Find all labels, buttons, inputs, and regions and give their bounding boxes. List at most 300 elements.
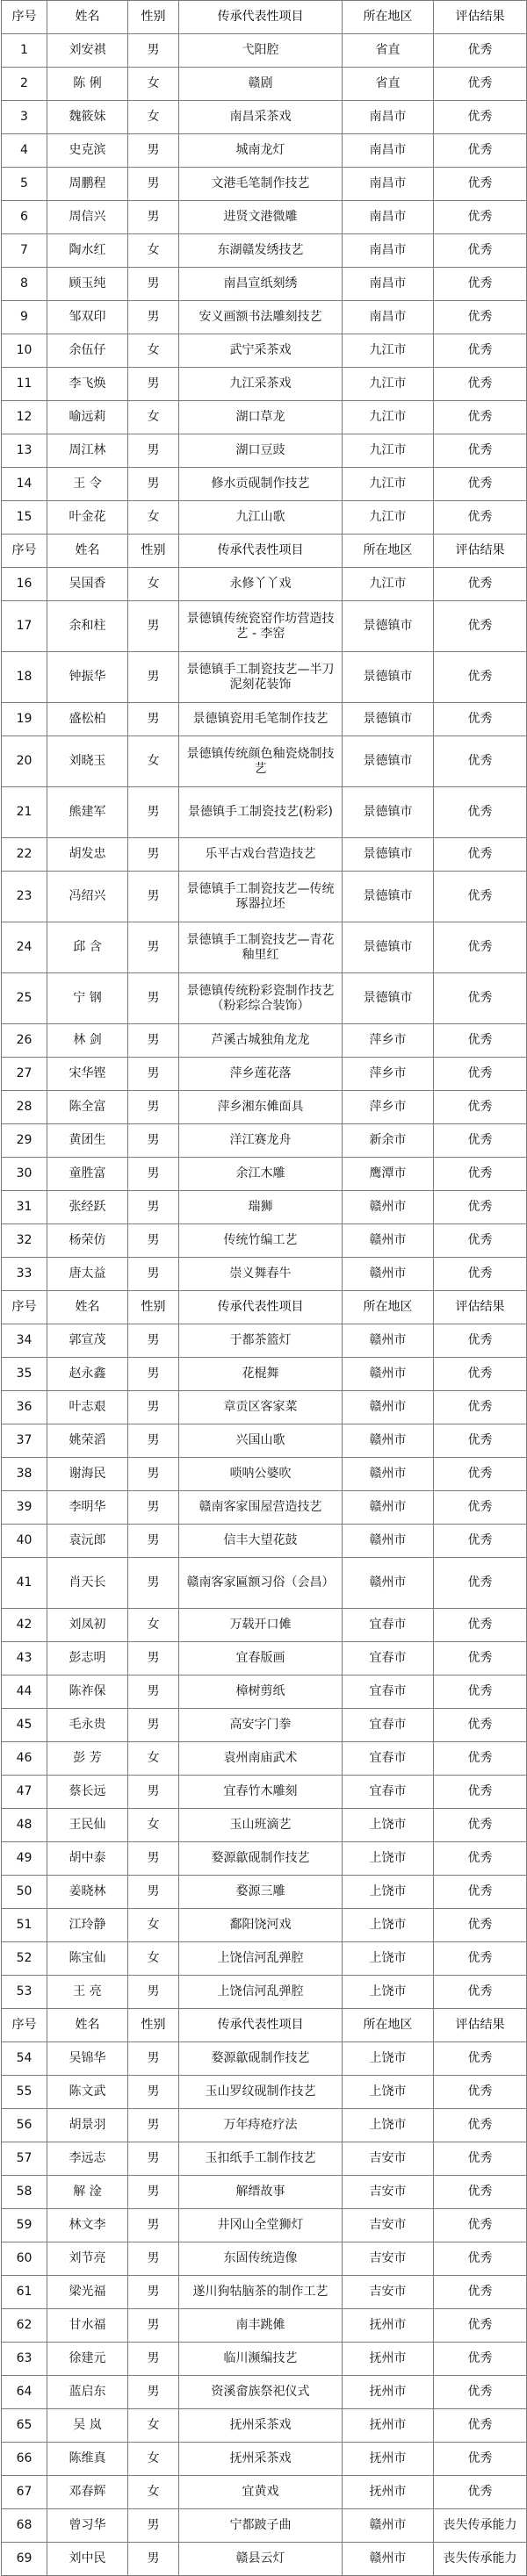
seq-cell: 41 (2, 1558, 47, 1609)
gender-cell: 男 (128, 2343, 179, 2376)
project-cell: 湖口草龙 (179, 401, 343, 434)
gender-cell: 男 (128, 1976, 179, 2009)
result-cell: 优秀 (434, 1776, 527, 1809)
table-row (2, 973, 527, 1024)
result-cell: 优秀 (434, 401, 527, 434)
region-cell: 南昌市 (343, 168, 434, 201)
region-cell: 南昌市 (343, 134, 434, 168)
result-cell: 优秀 (434, 234, 527, 268)
project-cell: 洋江赛龙舟 (179, 1124, 343, 1158)
seq-cell: 47 (2, 1776, 47, 1809)
region-cell: 萍乡市 (343, 1058, 434, 1091)
table-row (2, 703, 527, 736)
region-cell: 上饶市 (343, 1876, 434, 1909)
result-cell: 优秀 (434, 1124, 527, 1158)
gender-cell: 男 (128, 1124, 179, 1158)
gender-cell: 男 (128, 1424, 179, 1458)
region-cell: 抚州市 (343, 2476, 434, 2509)
table-row (2, 301, 527, 334)
region-cell: 抚州市 (343, 2409, 434, 2443)
seq-cell: 24 (2, 922, 47, 973)
gender-cell: 男 (128, 2109, 179, 2142)
project-cell: 景德镇手工制瓷技艺(粉彩) (179, 787, 343, 838)
name-cell: 童胜富 (47, 1158, 128, 1191)
project-cell: 崇义舞春牛 (179, 1258, 343, 1291)
project-cell: 赣南客家围屋营造技艺 (179, 1491, 343, 1525)
gender-cell: 男 (128, 1091, 179, 1124)
seq-cell: 44 (2, 1675, 47, 1709)
region-cell: 抚州市 (343, 2443, 434, 2476)
result-cell: 优秀 (434, 2376, 527, 2409)
region-cell: 抚州市 (343, 2376, 434, 2409)
name-cell: 陈祚保 (47, 1675, 128, 1709)
seq-cell: 69 (2, 2543, 47, 2576)
region-cell: 景德镇市 (343, 838, 434, 872)
seq-cell: 10 (2, 334, 47, 368)
region-cell: 吉安市 (343, 2209, 434, 2242)
result-cell: 优秀 (434, 2476, 527, 2509)
project-cell: 樟树剪纸 (179, 1675, 343, 1709)
project-cell: 萍乡湘东傩面具 (179, 1091, 343, 1124)
name-cell: 叶志艰 (47, 1391, 128, 1424)
result-cell: 优秀 (434, 1976, 527, 2009)
result-cell: 优秀 (434, 134, 527, 168)
project-cell: 余江木雕 (179, 1158, 343, 1191)
result-cell: 优秀 (434, 368, 527, 401)
seq-cell: 48 (2, 1809, 47, 1842)
gender-cell: 男 (128, 134, 179, 168)
header-cell: 序号 (2, 535, 47, 568)
gender-cell: 男 (128, 601, 179, 652)
gender-cell: 男 (128, 1642, 179, 1675)
seq-cell: 22 (2, 838, 47, 872)
seq-cell: 59 (2, 2209, 47, 2242)
region-cell: 省直 (343, 68, 434, 101)
table-row (2, 2509, 527, 2543)
table-row (2, 468, 527, 501)
seq-cell: 36 (2, 1391, 47, 1424)
result-cell: 优秀 (434, 838, 527, 872)
project-cell: 资溪畲族祭祀仪式 (179, 2376, 343, 2409)
table-row (2, 268, 527, 301)
region-cell: 赣州市 (343, 1258, 434, 1291)
result-cell: 优秀 (434, 2443, 527, 2476)
table-row (2, 368, 527, 401)
gender-cell: 女 (128, 1809, 179, 1842)
table-row (2, 1709, 527, 1742)
name-cell: 顾玉纯 (47, 268, 128, 301)
region-cell: 上饶市 (343, 1909, 434, 1942)
region-cell: 赣州市 (343, 1358, 434, 1391)
region-cell: 赣州市 (343, 2543, 434, 2576)
table-row (2, 922, 527, 973)
seq-cell: 51 (2, 1909, 47, 1942)
region-cell: 上饶市 (343, 1809, 434, 1842)
region-cell: 萍乡市 (343, 1091, 434, 1124)
table-row (2, 1842, 527, 1876)
gender-cell: 男 (128, 922, 179, 973)
name-cell: 刘节亮 (47, 2242, 128, 2276)
seq-cell: 5 (2, 168, 47, 201)
seq-cell: 12 (2, 401, 47, 434)
header-cell: 评估结果 (434, 2009, 527, 2042)
table-row (2, 1424, 527, 1458)
seq-cell: 38 (2, 1458, 47, 1491)
result-cell: 优秀 (434, 1909, 527, 1942)
gender-cell: 女 (128, 2443, 179, 2476)
gender-cell: 男 (128, 2042, 179, 2076)
project-cell: 景德镇传统瓷窑作坊营造技艺 - 李窑 (179, 601, 343, 652)
seq-cell: 65 (2, 2409, 47, 2443)
result-cell: 优秀 (434, 2109, 527, 2142)
name-cell: 林 剑 (47, 1024, 128, 1058)
project-cell: 赣南客家匾额习俗（会昌） (179, 1558, 343, 1609)
gender-cell: 男 (128, 973, 179, 1024)
name-cell: 林文李 (47, 2209, 128, 2242)
result-cell: 优秀 (434, 1058, 527, 1091)
seq-cell: 6 (2, 201, 47, 234)
table-row (2, 68, 527, 101)
header-row (2, 1, 527, 34)
result-cell: 优秀 (434, 922, 527, 973)
header-cell: 传承代表性项目 (179, 2009, 343, 2042)
table-row (2, 872, 527, 922)
name-cell: 盛松柏 (47, 703, 128, 736)
region-cell: 吉安市 (343, 2142, 434, 2176)
gender-cell: 女 (128, 401, 179, 434)
project-cell: 上饶信河乱弹腔 (179, 1942, 343, 1976)
region-cell: 吉安市 (343, 2176, 434, 2209)
header-cell: 所在地区 (343, 1, 434, 34)
region-cell: 景德镇市 (343, 973, 434, 1024)
region-cell: 景德镇市 (343, 922, 434, 973)
name-cell: 魏筱妹 (47, 101, 128, 134)
gender-cell: 男 (128, 2076, 179, 2109)
result-cell: 优秀 (434, 2209, 527, 2242)
name-cell: 李明华 (47, 1491, 128, 1525)
header-cell: 姓名 (47, 1291, 128, 1324)
inheritor-evaluation-table (1, 0, 527, 2576)
seq-cell: 68 (2, 2509, 47, 2543)
table-row (2, 1224, 527, 1258)
result-cell: 优秀 (434, 2309, 527, 2343)
project-cell: 遂川狗牯脑茶的制作工艺 (179, 2276, 343, 2309)
seq-cell: 55 (2, 2076, 47, 2109)
result-cell: 优秀 (434, 1391, 527, 1424)
table-row (2, 1024, 527, 1058)
region-cell: 赣州市 (343, 1525, 434, 1558)
project-cell: 南昌宣纸刻绣 (179, 268, 343, 301)
table-row (2, 601, 527, 652)
name-cell: 李飞焕 (47, 368, 128, 401)
project-cell: 景德镇传统粉彩瓷制作技艺（粉彩综合装饰） (179, 973, 343, 1024)
region-cell: 吉安市 (343, 2242, 434, 2276)
seq-cell: 1 (2, 34, 47, 68)
gender-cell: 男 (128, 1258, 179, 1291)
seq-cell: 56 (2, 2109, 47, 2142)
table-row (2, 2142, 527, 2176)
region-cell: 南昌市 (343, 101, 434, 134)
result-cell: 优秀 (434, 501, 527, 535)
table-row (2, 2176, 527, 2209)
region-cell: 宜春市 (343, 1709, 434, 1742)
result-cell: 优秀 (434, 168, 527, 201)
seq-cell: 31 (2, 1191, 47, 1224)
gender-cell: 男 (128, 838, 179, 872)
result-cell: 优秀 (434, 1642, 527, 1675)
project-cell: 武宁采茶戏 (179, 334, 343, 368)
name-cell: 徐建元 (47, 2343, 128, 2376)
region-cell: 赣州市 (343, 1491, 434, 1525)
header-cell: 性别 (128, 2009, 179, 2042)
table-row (2, 1876, 527, 1909)
gender-cell: 男 (128, 1876, 179, 1909)
table-row (2, 2042, 527, 2076)
project-cell: 景德镇瓷用毛笔制作技艺 (179, 703, 343, 736)
header-cell: 传承代表性项目 (179, 535, 343, 568)
gender-cell: 男 (128, 1024, 179, 1058)
gender-cell: 男 (128, 1224, 179, 1258)
result-cell: 优秀 (434, 973, 527, 1024)
seq-cell: 9 (2, 301, 47, 334)
table-row (2, 736, 527, 787)
header-cell: 姓名 (47, 2009, 128, 2042)
table-row (2, 401, 527, 434)
name-cell: 江玲静 (47, 1909, 128, 1942)
seq-cell: 45 (2, 1709, 47, 1742)
region-cell: 九江市 (343, 568, 434, 601)
gender-cell: 男 (128, 1158, 179, 1191)
region-cell: 九江市 (343, 468, 434, 501)
result-cell: 优秀 (434, 1191, 527, 1224)
seq-cell: 60 (2, 2242, 47, 2276)
header-cell: 评估结果 (434, 1, 527, 34)
result-cell: 优秀 (434, 2409, 527, 2443)
name-cell: 刘凤初 (47, 1609, 128, 1642)
gender-cell: 女 (128, 568, 179, 601)
region-cell: 上饶市 (343, 1842, 434, 1876)
project-cell: 九江采茶戏 (179, 368, 343, 401)
table-row (2, 1458, 527, 1491)
seq-cell: 32 (2, 1224, 47, 1258)
result-cell: 优秀 (434, 703, 527, 736)
seq-cell: 18 (2, 652, 47, 703)
name-cell: 邱 含 (47, 922, 128, 973)
name-cell: 刘安祺 (47, 34, 128, 68)
result-cell: 优秀 (434, 2176, 527, 2209)
name-cell: 史克滨 (47, 134, 128, 168)
gender-cell: 女 (128, 68, 179, 101)
region-cell: 上饶市 (343, 2042, 434, 2076)
result-cell: 优秀 (434, 1091, 527, 1124)
project-cell: 解缙故事 (179, 2176, 343, 2209)
name-cell: 周鹏程 (47, 168, 128, 201)
project-cell: 花棍舞 (179, 1358, 343, 1391)
table-row (2, 568, 527, 601)
gender-cell: 男 (128, 1191, 179, 1224)
seq-cell: 50 (2, 1876, 47, 1909)
name-cell: 李远志 (47, 2142, 128, 2176)
project-cell: 东湖赣发绣技艺 (179, 234, 343, 268)
name-cell: 吴 岚 (47, 2409, 128, 2443)
name-cell: 曾习华 (47, 2509, 128, 2543)
gender-cell: 男 (128, 1358, 179, 1391)
table-row (2, 501, 527, 535)
result-cell: 优秀 (434, 34, 527, 68)
region-cell: 赣州市 (343, 1191, 434, 1224)
name-cell: 彭志明 (47, 1642, 128, 1675)
result-cell: 优秀 (434, 301, 527, 334)
table-row (2, 652, 527, 703)
project-cell: 景德镇手工制瓷技艺—传统琢器拉坯 (179, 872, 343, 922)
project-cell: 章贡区客家菜 (179, 1391, 343, 1424)
table-row (2, 34, 527, 68)
seq-cell: 29 (2, 1124, 47, 1158)
region-cell: 鹰潭市 (343, 1158, 434, 1191)
result-cell: 优秀 (434, 736, 527, 787)
seq-cell: 30 (2, 1158, 47, 1191)
region-cell: 赣州市 (343, 1224, 434, 1258)
seq-cell: 21 (2, 787, 47, 838)
table-row (2, 1742, 527, 1776)
name-cell: 蔡长远 (47, 1776, 128, 1809)
gender-cell: 女 (128, 1909, 179, 1942)
header-cell: 所在地区 (343, 1291, 434, 1324)
seq-cell: 40 (2, 1525, 47, 1558)
table-row (2, 2209, 527, 2242)
name-cell: 梁光福 (47, 2276, 128, 2309)
seq-cell: 7 (2, 234, 47, 268)
table-row (2, 1391, 527, 1424)
gender-cell: 男 (128, 2242, 179, 2276)
table-row (2, 1058, 527, 1091)
project-cell: 萍乡莲花落 (179, 1058, 343, 1091)
gender-cell: 女 (128, 2409, 179, 2443)
gender-cell: 男 (128, 1525, 179, 1558)
result-cell: 优秀 (434, 787, 527, 838)
result-cell: 优秀 (434, 1024, 527, 1058)
name-cell: 甘水福 (47, 2309, 128, 2343)
header-cell: 序号 (2, 2009, 47, 2042)
name-cell: 张经跃 (47, 1191, 128, 1224)
result-cell: 优秀 (434, 1742, 527, 1776)
region-cell: 新余市 (343, 1124, 434, 1158)
table-row (2, 1525, 527, 1558)
gender-cell: 男 (128, 2543, 179, 2576)
table-row (2, 1609, 527, 1642)
name-cell: 胡发忠 (47, 838, 128, 872)
region-cell: 景德镇市 (343, 872, 434, 922)
project-cell: 宜春竹木雕刻 (179, 1776, 343, 1809)
name-cell: 陶水红 (47, 234, 128, 268)
seq-cell: 26 (2, 1024, 47, 1058)
project-cell: 鄱阳饶河戏 (179, 1909, 343, 1942)
region-cell: 上饶市 (343, 2109, 434, 2142)
gender-cell: 男 (128, 1491, 179, 1525)
seq-cell: 2 (2, 68, 47, 101)
seq-cell: 61 (2, 2276, 47, 2309)
table-row (2, 2443, 527, 2476)
header-row (2, 2009, 527, 2042)
project-cell: 万年痔疮疗法 (179, 2109, 343, 2142)
table-row (2, 787, 527, 838)
result-cell: 优秀 (434, 1458, 527, 1491)
table-row (2, 1491, 527, 1525)
table-row (2, 1124, 527, 1158)
seq-cell: 54 (2, 2042, 47, 2076)
gender-cell: 男 (128, 872, 179, 922)
result-cell: 优秀 (434, 1675, 527, 1709)
gender-cell: 男 (128, 201, 179, 234)
gender-cell: 男 (128, 434, 179, 468)
project-cell: 高安字门拳 (179, 1709, 343, 1742)
table-row (2, 1358, 527, 1391)
project-cell: 乐平古戏台营造技艺 (179, 838, 343, 872)
seq-cell: 67 (2, 2476, 47, 2509)
region-cell: 宜春市 (343, 1609, 434, 1642)
gender-cell: 男 (128, 1558, 179, 1609)
name-cell: 王 令 (47, 468, 128, 501)
region-cell: 萍乡市 (343, 1024, 434, 1058)
result-cell: 优秀 (434, 2042, 527, 2076)
seq-cell: 11 (2, 368, 47, 401)
seq-cell: 57 (2, 2142, 47, 2176)
seq-cell: 33 (2, 1258, 47, 1291)
name-cell: 姜晓林 (47, 1876, 128, 1909)
project-cell: 进贤文港微雕 (179, 201, 343, 234)
name-cell: 吴国香 (47, 568, 128, 601)
gender-cell: 女 (128, 1942, 179, 1976)
region-cell: 景德镇市 (343, 652, 434, 703)
seq-cell: 3 (2, 101, 47, 134)
gender-cell: 男 (128, 2142, 179, 2176)
region-cell: 南昌市 (343, 234, 434, 268)
table-row (2, 2309, 527, 2343)
project-cell: 袁州南庙武术 (179, 1742, 343, 1776)
name-cell: 彭 芳 (47, 1742, 128, 1776)
project-cell: 抚州采茶戏 (179, 2443, 343, 2476)
name-cell: 肖天长 (47, 1558, 128, 1609)
gender-cell: 男 (128, 652, 179, 703)
result-cell: 优秀 (434, 2276, 527, 2309)
seq-cell: 35 (2, 1358, 47, 1391)
gender-cell: 男 (128, 1324, 179, 1358)
header-cell: 序号 (2, 1291, 47, 1324)
table-row (2, 234, 527, 268)
seq-cell: 62 (2, 2309, 47, 2343)
header-cell: 评估结果 (434, 1291, 527, 1324)
project-cell: 安义画额书法雕刻技艺 (179, 301, 343, 334)
table-row (2, 1258, 527, 1291)
name-cell: 叶金花 (47, 501, 128, 535)
seq-cell: 66 (2, 2443, 47, 2476)
gender-cell: 男 (128, 787, 179, 838)
region-cell: 宜春市 (343, 1776, 434, 1809)
table-row (2, 2376, 527, 2409)
gender-cell: 男 (128, 368, 179, 401)
table-row (2, 168, 527, 201)
name-cell: 王民仙 (47, 1809, 128, 1842)
gender-cell: 女 (128, 1742, 179, 1776)
project-cell: 景德镇传统颜色釉瓷烧制技艺 (179, 736, 343, 787)
result-cell: 优秀 (434, 2343, 527, 2376)
result-cell: 优秀 (434, 1558, 527, 1609)
gender-cell: 男 (128, 2309, 179, 2343)
seq-cell: 17 (2, 601, 47, 652)
table-row (2, 2476, 527, 2509)
name-cell: 陈宝仙 (47, 1942, 128, 1976)
seq-cell: 63 (2, 2343, 47, 2376)
